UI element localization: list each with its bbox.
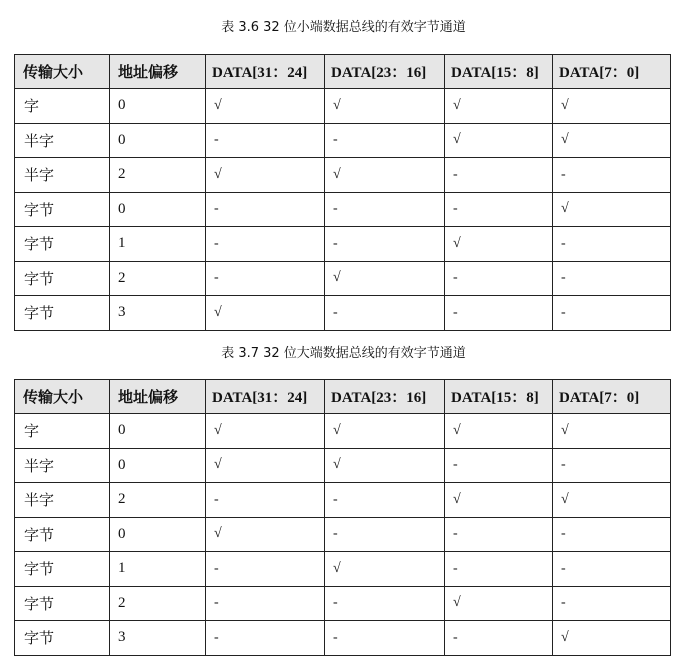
table-row <box>15 227 671 262</box>
lane-23-16-cell: - <box>325 483 445 518</box>
lane-15-8-cell: - <box>445 517 553 552</box>
lane-7-0-cell: - <box>553 517 671 552</box>
header-transfer-size: 传输大小 <box>15 380 110 414</box>
transfer-size-cell: 字节 <box>15 261 110 296</box>
lane-7-0-cell: √ <box>553 123 671 158</box>
address-offset-cell: 3 <box>110 296 206 331</box>
lane-23-16-cell: - <box>325 586 445 621</box>
lane-31-24-cell: - <box>206 552 325 587</box>
lane-31-24-cell: √ <box>206 89 325 124</box>
address-offset-cell: 2 <box>110 586 206 621</box>
address-offset-cell: 0 <box>110 517 206 552</box>
transfer-size-cell: 字节 <box>15 586 110 621</box>
lane-31-24-cell: - <box>206 192 325 227</box>
table-row <box>15 261 671 296</box>
lane-15-8-cell: √ <box>445 123 553 158</box>
lane-23-16-cell: - <box>325 296 445 331</box>
table-row <box>15 586 671 621</box>
transfer-size-cell: 字节 <box>15 296 110 331</box>
big-endian-byte-lane-table <box>14 379 671 656</box>
lane-15-8-cell: - <box>445 552 553 587</box>
address-offset-cell: 2 <box>110 158 206 193</box>
table-row <box>15 448 671 483</box>
header-data-31-24: DATA[31：24] <box>206 55 325 89</box>
transfer-size-cell: 字节 <box>15 517 110 552</box>
address-offset-cell: 2 <box>110 261 206 296</box>
lane-15-8-cell: - <box>445 296 553 331</box>
table-row <box>15 517 671 552</box>
table-row <box>15 296 671 331</box>
header-data-23-16: DATA[23：16] <box>325 380 445 414</box>
table-row <box>15 89 671 124</box>
lane-31-24-cell: - <box>206 621 325 656</box>
table-row <box>15 192 671 227</box>
lane-23-16-cell: - <box>325 621 445 656</box>
header-data-15-8: DATA[15：8] <box>445 55 553 89</box>
lane-7-0-cell: - <box>553 586 671 621</box>
address-offset-cell: 2 <box>110 483 206 518</box>
cut-off-text-glyphs <box>22 0 172 3</box>
header-transfer-size: 传输大小 <box>15 55 110 89</box>
lane-7-0-cell: - <box>553 296 671 331</box>
lane-15-8-cell: √ <box>445 227 553 262</box>
transfer-size-cell: 半字 <box>15 483 110 518</box>
table-row <box>15 414 671 449</box>
table-row <box>15 158 671 193</box>
lane-23-16-cell: √ <box>325 448 445 483</box>
header-data-23-16: DATA[23：16] <box>325 55 445 89</box>
table-row <box>15 123 671 158</box>
header-data-15-8: DATA[15：8] <box>445 380 553 414</box>
address-offset-cell: 0 <box>110 414 206 449</box>
lane-7-0-cell: √ <box>553 621 671 656</box>
previous-page-text-fragment <box>22 0 172 3</box>
lane-31-24-cell: √ <box>206 296 325 331</box>
little-endian-byte-lane-table <box>14 54 671 331</box>
header-data-31-24: DATA[31：24] <box>206 380 325 414</box>
lane-15-8-cell: - <box>445 158 553 193</box>
transfer-size-cell: 半字 <box>15 448 110 483</box>
lane-15-8-cell: - <box>445 192 553 227</box>
header-data-7-0: DATA[7：0] <box>553 380 671 414</box>
transfer-size-cell: 半字 <box>15 158 110 193</box>
lane-23-16-cell: - <box>325 192 445 227</box>
lane-15-8-cell: √ <box>445 89 553 124</box>
lane-23-16-cell: - <box>325 517 445 552</box>
table-header-row <box>15 380 671 414</box>
header-address-offset: 地址偏移 <box>110 55 206 89</box>
table-caption: 表 3.6 32 位小端数据总线的有效字节通道 <box>221 20 466 35</box>
transfer-size-cell: 字节 <box>15 227 110 262</box>
transfer-size-cell: 字 <box>15 414 110 449</box>
address-offset-cell: 3 <box>110 621 206 656</box>
lane-31-24-cell: √ <box>206 158 325 193</box>
lane-7-0-cell: - <box>553 552 671 587</box>
lane-15-8-cell: - <box>445 448 553 483</box>
address-offset-cell: 1 <box>110 227 206 262</box>
address-offset-cell: 0 <box>110 192 206 227</box>
lane-7-0-cell: √ <box>553 192 671 227</box>
address-offset-cell: 1 <box>110 552 206 587</box>
lane-23-16-cell: √ <box>325 414 445 449</box>
lane-7-0-cell: - <box>553 261 671 296</box>
lane-31-24-cell: - <box>206 123 325 158</box>
lane-15-8-cell: √ <box>445 414 553 449</box>
table-caption: 表 3.7 32 位大端数据总线的有效字节通道 <box>221 346 466 361</box>
lane-31-24-cell: √ <box>206 414 325 449</box>
lane-23-16-cell: - <box>325 227 445 262</box>
lane-23-16-cell: √ <box>325 89 445 124</box>
address-offset-cell: 0 <box>110 89 206 124</box>
table-row <box>15 483 671 518</box>
transfer-size-cell: 字节 <box>15 192 110 227</box>
lane-31-24-cell: √ <box>206 517 325 552</box>
transfer-size-cell: 字节 <box>15 552 110 587</box>
address-offset-cell: 0 <box>110 448 206 483</box>
lane-15-8-cell: - <box>445 261 553 296</box>
header-address-offset: 地址偏移 <box>110 380 206 414</box>
lane-23-16-cell: √ <box>325 261 445 296</box>
lane-7-0-cell: √ <box>553 89 671 124</box>
transfer-size-cell: 半字 <box>15 123 110 158</box>
table-header-row <box>15 55 671 89</box>
table-row <box>15 621 671 656</box>
lane-23-16-cell: √ <box>325 158 445 193</box>
transfer-size-cell: 字 <box>15 89 110 124</box>
lane-7-0-cell: √ <box>553 483 671 518</box>
lane-7-0-cell: - <box>553 448 671 483</box>
lane-15-8-cell: - <box>445 621 553 656</box>
lane-31-24-cell: - <box>206 261 325 296</box>
table-row <box>15 552 671 587</box>
lane-7-0-cell: - <box>553 158 671 193</box>
address-offset-cell: 0 <box>110 123 206 158</box>
header-data-7-0: DATA[7：0] <box>553 55 671 89</box>
lane-31-24-cell: - <box>206 227 325 262</box>
lane-7-0-cell: √ <box>553 414 671 449</box>
lane-31-24-cell: √ <box>206 448 325 483</box>
lane-23-16-cell: √ <box>325 552 445 587</box>
lane-23-16-cell: - <box>325 123 445 158</box>
transfer-size-cell: 字节 <box>15 621 110 656</box>
lane-15-8-cell: √ <box>445 483 553 518</box>
lane-7-0-cell: - <box>553 227 671 262</box>
lane-31-24-cell: - <box>206 483 325 518</box>
lane-15-8-cell: √ <box>445 586 553 621</box>
lane-31-24-cell: - <box>206 586 325 621</box>
